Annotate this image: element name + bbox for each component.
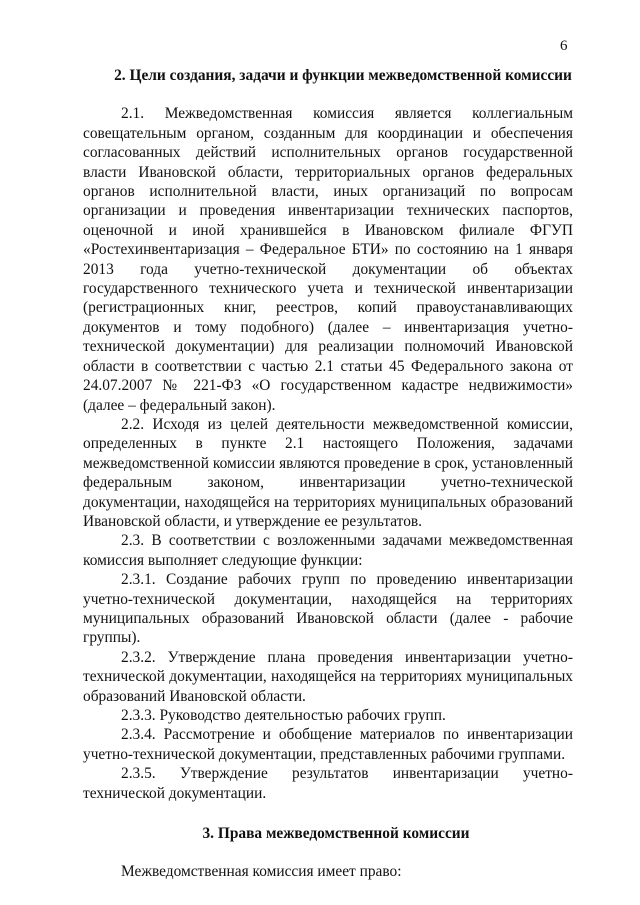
paragraph-2-3-3: 2.3.3. Руководство деятельностью рабочих групп. <box>121 707 446 724</box>
section-2-heading: 2. Цели создания, задачи и функции межведомственной комиссии <box>114 67 572 84</box>
paragraph-2-3: 2.3. В соответствии с возложенными задачами межведомственная комиссия выполняет следующие функции: <box>83 532 573 569</box>
paragraph-3-intro: Межведомственная комиссия имеет право: <box>121 863 402 881</box>
document-body <box>83 66 573 882</box>
paragraph-2-3-2: 2.3.2. Утверждение плана проведения инвентаризации учетно-технической документации, находящейся на территориях муниципальных образований Ивановской области. <box>83 648 573 705</box>
section-3-heading: 3. Права межведомственной комиссии <box>202 825 470 843</box>
paragraph-2-3-1: 2.3.1. Создание рабочих групп по проведению инвентаризации учетно-технической документации, находящейся на территориях муниципальных образований Ивановской области (далее - рабочие группы). <box>83 571 573 647</box>
paragraph-2-2: 2.2. Исходя из целей деятельности межведомственной комиссии, определенных в пункте 2.1 настоящего Положения, задачами межведомственной комиссии являются проведение в срок, установленный федеральным законом, инвентаризации учетно-технической документации, находящейся на территориях муниципальных образований Ивановской области, и утверждение ее результатов. <box>83 415 573 530</box>
paragraph-2-3-4: 2.3.4. Рассмотрение и обобщение материалов по инвентаризации учетно-технической документации, представленных рабочими группами. <box>83 726 573 763</box>
paragraph-2-3-5: 2.3.5. Утверждение результатов инвентаризации учетно-технической документации. <box>83 765 573 802</box>
page-number: 6 <box>560 38 568 54</box>
paragraph-2-1: 2.1. Межведомственная комиссия является коллегиальным совещательным органом, созданным для координации и обеспечения согласованных действий исполнительных органов государственной власти Ивановской области, территориальных органов федеральных органов исполнительной власти, иных организаций по вопросам организации и проведения инвентаризации технических паспортов, оценочной и иной хранившейся в Ивановском филиале ФГУП «Ростехинвентаризация – Федеральное БТИ» по состоянию на 1 января 2013 года учетно-технической документации об объектах государственного технического учета и технической инвентаризации (регистрационных книг, реестров, копий правоустанавливающих документов и тому подобного) (далее – инвентаризация учетно-технической документации) для реализации полномочий Ивановской области в соответствии с частью 2.1 статьи 45 Федерального закона от 24.07.2007 № 221-ФЗ «О государственном кадастре недвижимости» (далее – федеральный закон). <box>83 105 573 414</box>
